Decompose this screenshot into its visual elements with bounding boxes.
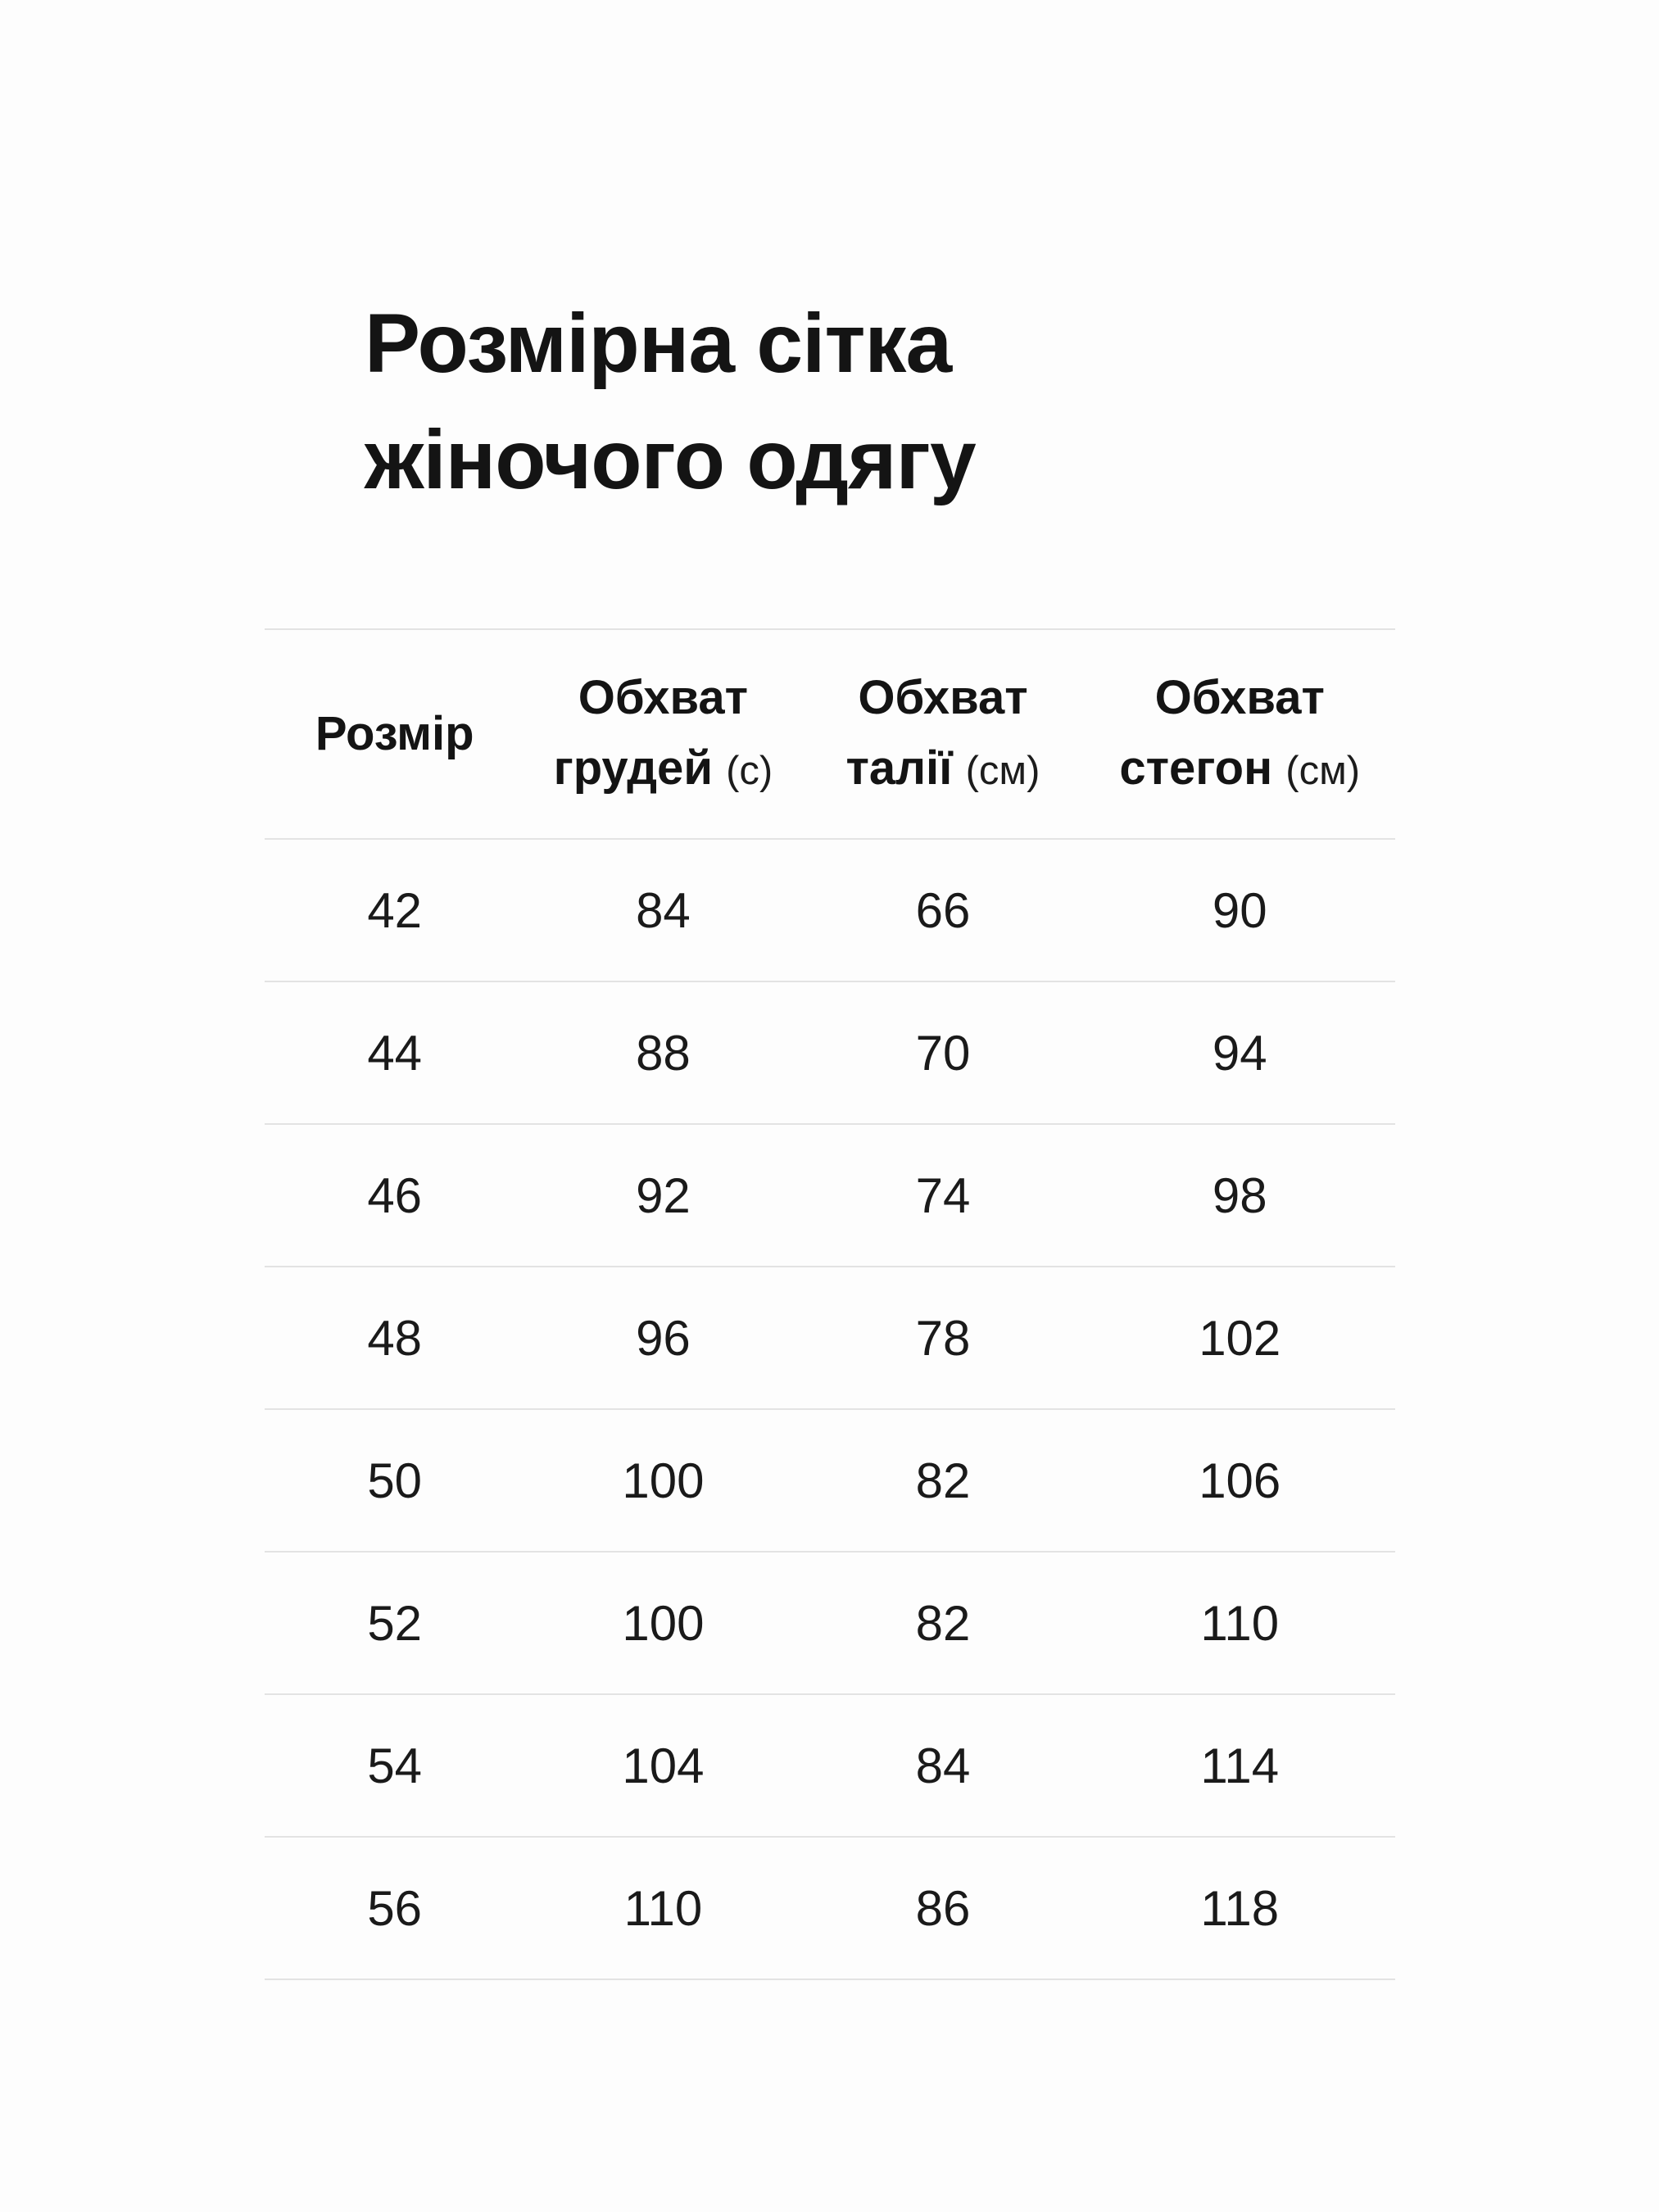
column-header-word: Розмір [315,707,474,760]
page-title [365,285,976,518]
table-row [265,1694,1395,1837]
cell-hips: 106 [1084,1409,1395,1552]
cell-size: 48 [265,1267,524,1409]
cell-waist: 82 [801,1552,1084,1694]
cell-waist: 74 [801,1124,1084,1267]
table-row [265,1124,1395,1267]
column-header-hips [1084,629,1395,839]
cell-waist: 66 [801,839,1084,981]
cell-hips: 102 [1084,1267,1395,1409]
cell-chest: 84 [524,839,801,981]
column-header-chest [524,629,801,839]
cell-size: 46 [265,1124,524,1267]
cell-chest: 92 [524,1124,801,1267]
cell-size: 42 [265,839,524,981]
cell-chest: 110 [524,1837,801,1979]
cell-chest: 100 [524,1552,801,1694]
column-header-word: Обхват [578,670,749,724]
table-row [265,1552,1395,1694]
cell-hips: 118 [1084,1837,1395,1979]
table-row [265,839,1395,981]
column-header-label [524,663,801,733]
cell-waist: 70 [801,981,1084,1124]
cell-hips: 98 [1084,1124,1395,1267]
cell-hips: 94 [1084,981,1395,1124]
column-header-word: Обхват [858,670,1028,724]
cell-size: 50 [265,1409,524,1552]
column-header-label-line2 [524,733,801,806]
cell-chest: 104 [524,1694,801,1837]
table-row [265,1837,1395,1979]
column-header-label [1084,663,1395,733]
table-row [265,1267,1395,1409]
column-header-label-line2 [1084,733,1395,806]
cell-waist: 86 [801,1837,1084,1979]
cell-size: 54 [265,1694,524,1837]
cell-chest: 100 [524,1409,801,1552]
column-header-label-line2 [801,733,1084,806]
cell-size: 52 [265,1552,524,1694]
column-header-size [265,629,524,839]
column-header-label [265,699,524,769]
column-header-unit: (см) [965,748,1040,793]
column-header-word: Обхват [1154,670,1325,724]
cell-hips: 114 [1084,1694,1395,1837]
column-header-unit: (см) [1285,748,1361,793]
cell-waist: 78 [801,1267,1084,1409]
size-table [265,628,1395,1980]
header-row [265,629,1395,839]
column-header-waist [801,629,1084,839]
column-header-word: грудей [553,741,713,795]
cell-chest: 96 [524,1267,801,1409]
page-title-line-2: жіночого одягу [365,413,976,506]
column-header-label [801,663,1084,733]
column-header-unit: (с) [726,748,773,793]
column-header-word: талії [845,741,953,795]
column-header-word: стегон [1119,741,1273,795]
cell-hips: 110 [1084,1552,1395,1694]
cell-waist: 82 [801,1409,1084,1552]
table-row [265,981,1395,1124]
cell-size: 44 [265,981,524,1124]
cell-chest: 88 [524,981,801,1124]
cell-waist: 84 [801,1694,1084,1837]
page-title-line-1: Розмірна сітка [365,297,952,390]
size-table-body [265,839,1395,1979]
table-row [265,1409,1395,1552]
size-table-head [265,629,1395,839]
cell-hips: 90 [1084,839,1395,981]
cell-size: 56 [265,1837,524,1979]
